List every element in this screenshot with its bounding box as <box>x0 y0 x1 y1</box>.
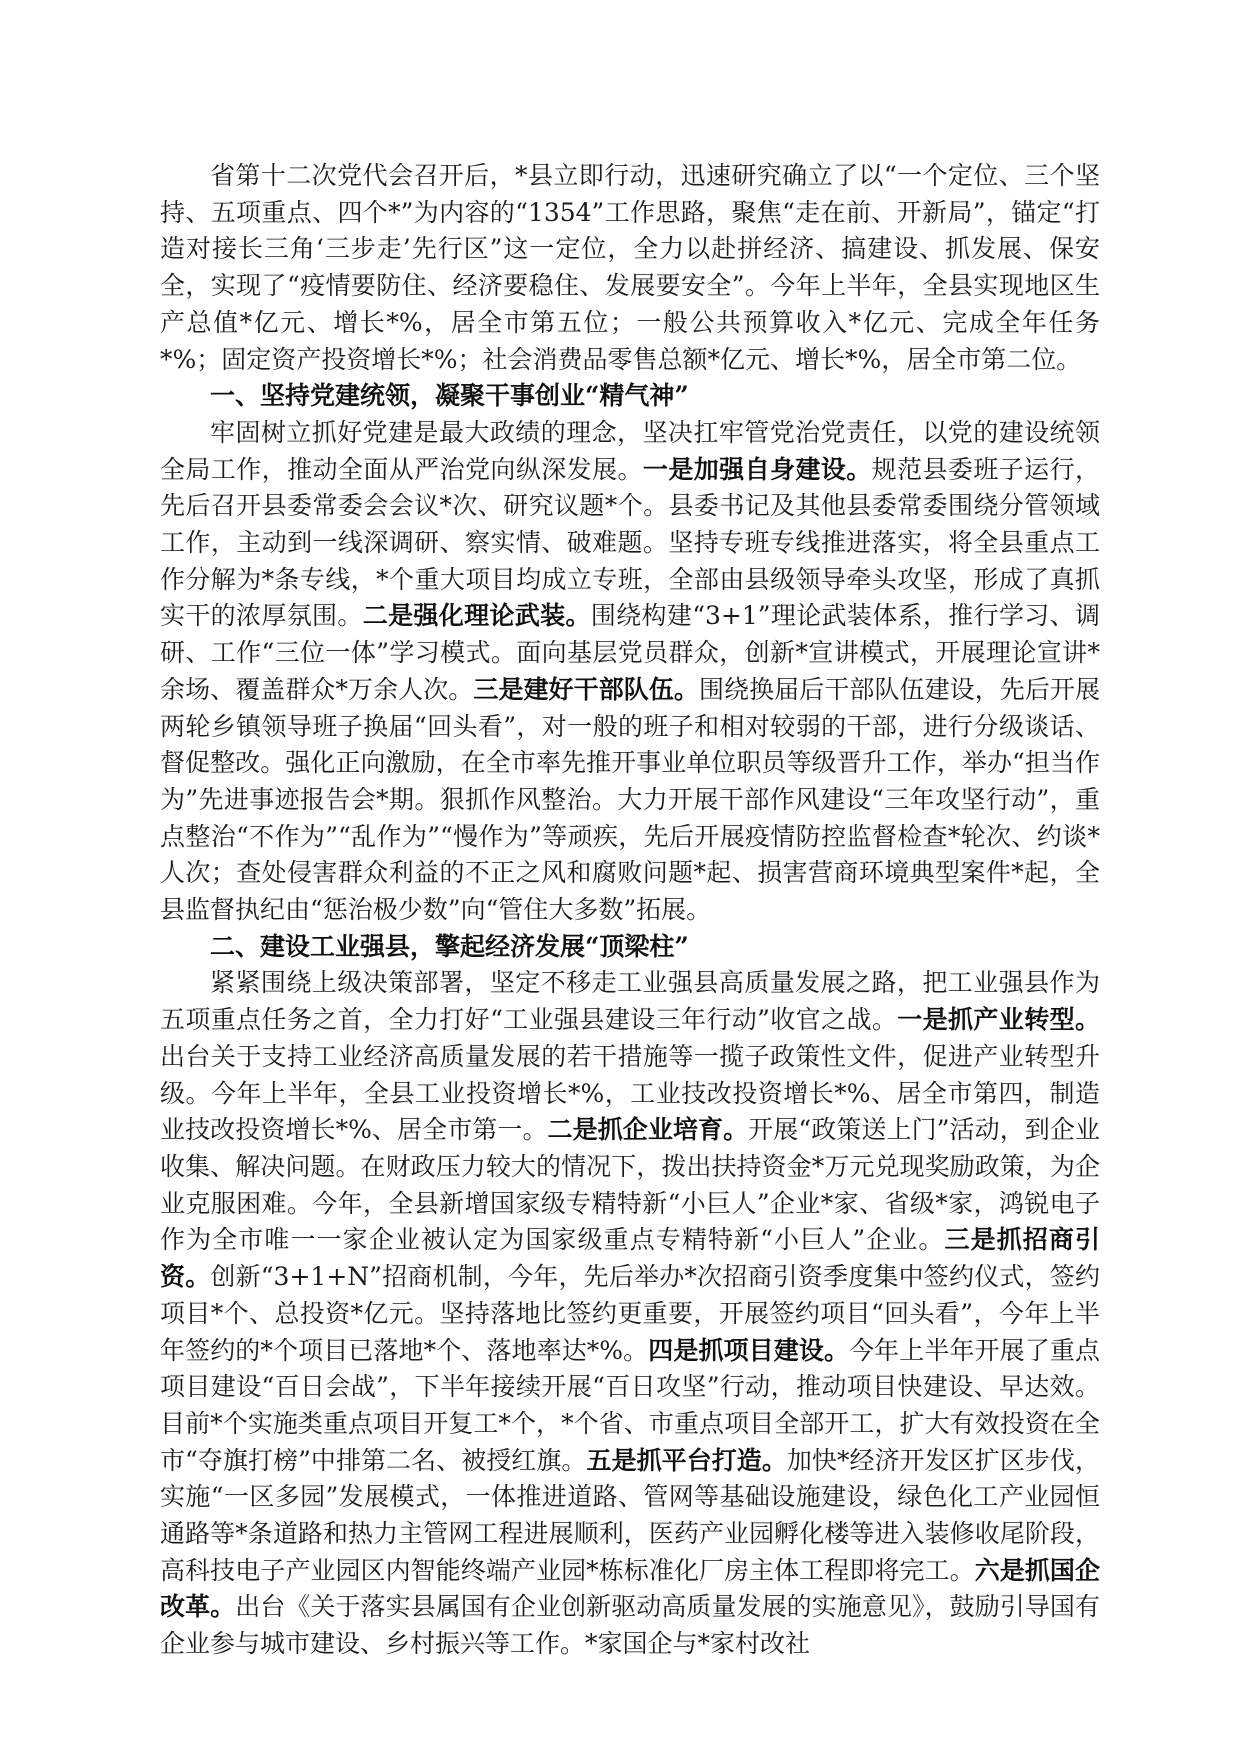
section-1-point-2-title: 二是强化理论武装。 <box>362 601 591 631</box>
section-2-point-1-title: 一是抓产业转型。 <box>897 1005 1100 1035</box>
section-2-point-3-text: 创新“3+1+N”招商机制，今年，先后举办*次招商引资季度集中签约仪式，签约项目*个、总投资*亿元。坚持落地比签约更重要，开展签约项目“回头看”，今年上半年签约的*个项目已落地*个、落地率达*%。 <box>160 1262 1100 1365</box>
section-1-paragraph <box>160 415 1100 929</box>
section-1-point-1-text: 规范县委班子运行，先后召开县委常委会会议*次、研究议题*个。县委书记及其他县委常委围绕分管领域工作，主动到一线深调研、察实情、破难题。坚持专班专线推进落实，将全县重点工作分解为*条专线，*个重大项目均成立专班，全部由县级领导牵头攻坚，形成了真抓实干的浓厚氛围。 <box>160 454 1100 631</box>
section-1-point-3-title: 三是建好干部队伍。 <box>473 674 699 704</box>
section-1-point-3-text: 围绕换届后干部队伍建设，先后开展两轮乡镇领导班子换届“回头看”，对一般的班子和相对较弱的干部，进行分级谈话、督促整改。强化正向激励，在全市率先推开事业单位职员等级晋升工作，举办“担当作为”先进事迹报告会*期。狠抓作风整治。大力开展干部作风建设“三年攻坚行动”，重点整治“不作为”“乱作为”“慢作为”等顽疾，先后开展疫情防控监督检查*轮次、约谈*人次；查处侵害群众利益的不正之风和腐败问题*起、损害营商环境典型案件*起，全县监督执纪由“惩治极少数”向“管住大多数”拓展。 <box>160 674 1100 925</box>
section-2-point-6-title: 六是抓国企改革。 <box>160 1555 1100 1622</box>
section-1-heading: 一、坚持党建统领，凝聚干事创业“精气神” <box>210 381 689 411</box>
section-2-point-4-text: 今年上半年开展了重点项目建设“百日会战”，下半年接续开展“百日攻坚”行动，推动项目快建设、早达效。目前*个实施类重点项目开复工*个，*个省、市重点项目全部开工，扩大有效投资在全市“夺旗打榜”中排第二名、被授红旗。 <box>160 1335 1100 1475</box>
section-2-point-3-title: 三是抓招商引资。 <box>160 1225 1100 1292</box>
intro-text: 省第十二次党代会召开后，*县立即行动，迅速研究确立了以“一个定位、三个坚持、五项重点、四个*”为内容的“1354”工作思路，聚焦“走在前、开新局”，锚定“打造对接长三角‘三步走’先行区”这一定位，全力以赴拼经济、搞建设、抓发展、保安全，实现了“疫情要防住、经济要稳住、发展要安全”。今年上半年，全县实现地区生产总值*亿元、增长*%，居全市第五位；一般公共预算收入*亿元、完成全年任务*%；固定资产投资增长*%；社会消费品零售总额*亿元、增长*%，居全市第二位。 <box>160 161 1100 374</box>
section-2-point-5-title: 五是抓平台打造。 <box>586 1445 787 1475</box>
section-2-point-2-title: 二是抓企业培育。 <box>547 1115 749 1145</box>
section-2-point-5-text: 加快*经济开发区扩区步伐，实施“一区多园”发展模式，一体推进道路、管网等基础设施建设，绿色化工产业园恒通路等*条道路和热力主管网工程进展顺利，医药产业园孵化楼等进入装修收尾阶段，高科技电子产业园区内智能终端产业园*栋标准化厂房主体工程即将完工。 <box>160 1445 1100 1585</box>
section-1-point-2-text: 围绕构建“3+1”理论武装体系，推行学习、调研、工作“三位一体”学习模式。面向基层党员群众，创新*宣讲模式，开展理论宣讲*余场、覆盖群众*万余人次。 <box>160 601 1100 704</box>
section-2-point-1-text: 出台关于支持工业经济高质量发展的若干措施等一揽子政策性文件，促进产业转型升级。今年上半年，全县工业投资增长*%，工业技改投资增长*%、居全市第四，制造业技改投资增长*%、居全市第一。 <box>160 1041 1100 1145</box>
section-2-point-6-text: 出台《关于落实县属国有企业创新驱动高质量发展的实施意见》，鼓励引导国有企业参与城市建设、乡村振兴等工作。*家国企与*家村改社 <box>160 1592 1100 1659</box>
section-2-heading: 二、建设工业强县，擎起经济发展“顶梁柱” <box>210 931 689 961</box>
section-2-point-2-text: 开展“政策送上门”活动，到企业收集、解决问题。在财政压力较大的情况下，拨出扶持资金*万元兑现奖励政策，为企业克服困难。今年，全县新增国家级专精特新“小巨人”企业*家、省级*家，鸿锐电子作为全市唯一一家企业被认定为国家级重点专精特新“小巨人”企业。 <box>160 1115 1100 1255</box>
section-2-paragraph <box>160 965 1100 1662</box>
document-page <box>160 158 1100 1663</box>
section-1-lead: 牢固树立抓好党建是最大政绩的理念，坚决扛牢管党治党责任，以党的建设统领全局工作，推动全面从严治党向纵深发展。 <box>160 417 1100 484</box>
section-2-point-4-title: 四是抓项目建设。 <box>648 1335 850 1365</box>
section-2-lead: 紧紧围绕上级决策部署，坚定不移走工业强县高质量发展之路，把工业强县作为五项重点任务之首，全力打好“工业强县建设三年行动”收官之战。 <box>160 968 1100 1035</box>
section-1-point-1-title: 一是加强自身建设。 <box>642 454 872 484</box>
intro-paragraph <box>160 158 1100 378</box>
